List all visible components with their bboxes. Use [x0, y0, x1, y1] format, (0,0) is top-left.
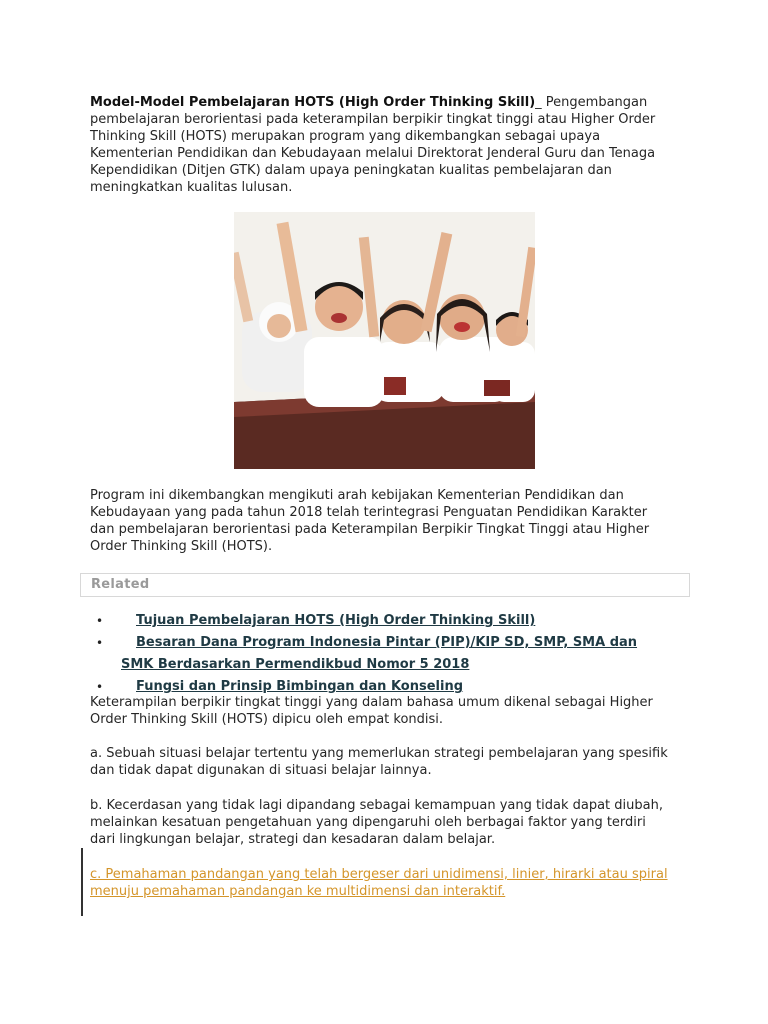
bullet-icon: •	[96, 636, 104, 650]
conditions-intro: Keterampilan berpikir tingkat tinggi yang dalam bahasa umum dikenal sebagai Higher Order Thinking Skill (HOTS) dipicu oleh empat kondisi.	[90, 695, 653, 727]
related-link-bimbingan[interactable]: Fungsi dan Prinsip Bimbingan dan Konseling	[136, 679, 464, 694]
related-link-hots[interactable]: Tujuan Pembelajaran HOTS (High Order Thinking Skill)	[136, 613, 536, 628]
article-title: Model-Model Pembelajaran HOTS (High Order Thinking Skill)	[90, 95, 536, 110]
related-link-pip-cont[interactable]: SMK Berdasarkan Permendikbud Nomor 5 2018	[121, 657, 470, 672]
related-heading: Related	[91, 577, 150, 592]
bullet-icon: •	[96, 614, 104, 628]
related-links-list	[96, 610, 656, 698]
program-paragraph: Program ini dikembangkan mengikuti arah kebijakan Kementerian Pendidikan dan Kebudayaan yang pada tahun 2018 telah terintegrasi Penguatan Pendidikan Karakter dan pembelajaran berorientasi pada Keterampilan Berpikir Tingkat Tinggi atau Higher Order Thinking Skill (HOTS).	[90, 488, 650, 554]
students-photo	[234, 212, 535, 469]
related-box	[80, 573, 690, 597]
margin-bar	[81, 848, 83, 916]
intro-paragraph	[90, 94, 670, 196]
condition-c-link[interactable]: c. Pemahaman pandangan yang telah bergeser dari unidimensi, linier, hirarki atau spiral menuju pemahaman pandangan ke multidimensi dan interaktif.	[90, 867, 668, 899]
condition-a: a. Sebuah situasi belajar tertentu yang memerlukan strategi pembelajaran yang spesifik dan tidak dapat digunakan di situasi belajar lainnya.	[90, 746, 668, 778]
list-item	[96, 632, 656, 676]
intro-text: _ Pengembangan pembelajaran berorientasi pada keterampilan berpikir tingkat tinggi atau Higher Order Thinking Skill (HOTS) merupakan program yang dikembangkan sebagai upaya Kementerian Pendidikan dan Kebudayaan melalui Direktorat Jenderal Guru dan Tenaga Kependidikan (Ditjen GTK) dalam upaya peningkatan kualitas pembelajaran dan meningkatkan kualitas lulusan.	[90, 95, 656, 195]
bullet-icon: •	[96, 680, 104, 694]
list-item	[96, 610, 656, 632]
related-link-pip[interactable]: Besaran Dana Program Indonesia Pintar (PIP)/KIP SD, SMP, SMA dan	[136, 635, 638, 650]
condition-b: b. Kecerdasan yang tidak lagi dipandang sebagai kemampuan yang tidak dapat diubah, melainkan kesatuan pengetahuan yang dipengaruhi oleh berbagai faktor yang terdiri dari lingkungan belajar, strategi dan kesadaran dalam belajar.	[90, 798, 663, 847]
